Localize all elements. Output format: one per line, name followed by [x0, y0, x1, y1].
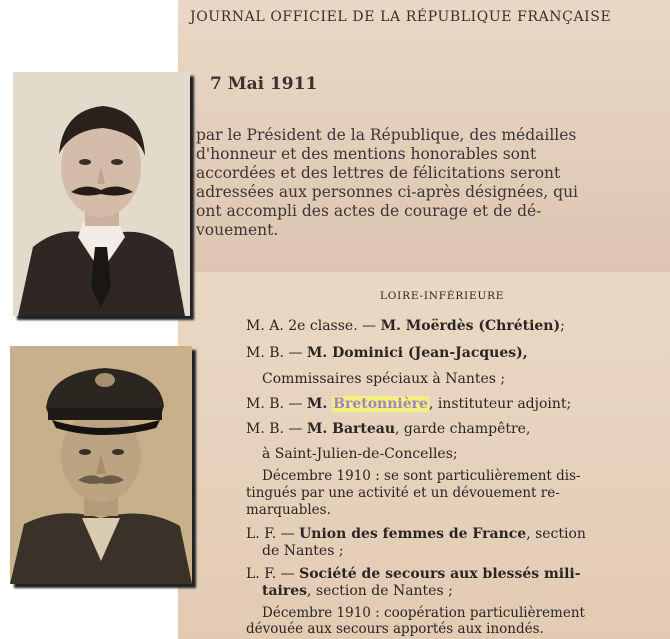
entry-prefix: L. F. —	[246, 526, 300, 542]
entry-societe-secours-line2	[262, 583, 453, 599]
intro-line: d'honneur et des mentions honorables sont	[196, 145, 537, 163]
intro-line: adressées aux personnes ci-après désignées, qui	[196, 183, 579, 201]
entry-decembre-1: Décembre 1910 : se sont particulièrement dis-	[262, 468, 581, 484]
entry-name: M. Barteau	[306, 421, 396, 437]
entry-suffix: , instituteur adjoint;	[428, 396, 572, 412]
entry-name: taires	[262, 583, 308, 599]
entry-prefix: M. B. —	[246, 421, 307, 437]
intro-line: accordées et des lettres de félicitations seront	[196, 164, 561, 182]
entry-decembre-2: tingués par une activité et un dévouement re-	[246, 485, 560, 501]
intro-line: ont accompli des actes de courage et de dé-	[196, 202, 542, 220]
entry-decembre-3: marquables.	[246, 502, 331, 518]
journal-header: JOURNAL OFFICIEL DE LA RÉPUBLIQUE FRANÇAISE	[190, 9, 612, 25]
entry-decembre-inondes-2: dévouée aux secours apportés aux inondés.	[246, 621, 544, 637]
entry-suffix: , section	[526, 526, 586, 542]
entry-prefix: M. A. 2e classe. —	[246, 318, 381, 334]
entry-name: M. Moërdès (Chrétien)	[380, 318, 561, 334]
intro-paragraph	[196, 126, 662, 240]
entry-name: M.	[306, 396, 333, 412]
intro-line: vouement.	[196, 221, 279, 239]
section-title: LOIRE-INFÉRIEURE	[380, 290, 505, 302]
entry-prefix: L. F. —	[246, 566, 300, 582]
portrait-image	[13, 72, 190, 316]
intro-line: par le Président de la République, des médailles	[196, 126, 577, 144]
entry-moerdes	[246, 318, 565, 334]
portrait-image	[10, 346, 192, 584]
entry-societe-secours	[246, 566, 581, 582]
entry-name: Union des femmes de France	[299, 526, 527, 542]
entry-prefix: M. B. —	[246, 396, 307, 412]
entry-union-femmes	[246, 526, 586, 542]
portrait-photo-mustache-man	[13, 72, 190, 316]
entry-commissaires: Commissaires spéciaux à Nantes ;	[262, 371, 506, 387]
portrait-photo-man-with-cap	[10, 346, 192, 584]
entry-name: M. Dominici (Jean-Jacques),	[306, 345, 528, 361]
entry-suffix: , section de Nantes ;	[307, 583, 453, 599]
entry-bretonniere	[246, 396, 571, 412]
entry-decembre-inondes-1: Décembre 1910 : coopération particulièrement	[262, 605, 585, 621]
publication-date: 7 Mai 1911	[210, 74, 318, 94]
entry-name: Société de secours aux blessés mili-	[299, 566, 581, 582]
entry-prefix: M. B. —	[246, 345, 307, 361]
entry-suffix: , garde champêtre,	[395, 421, 531, 437]
entry-dominici	[246, 345, 528, 361]
entry-barteau	[246, 421, 530, 437]
highlighted-name: Bretonnière	[333, 396, 428, 412]
entry-suffix: ;	[560, 318, 565, 334]
entry-location: à Saint-Julien-de-Concelles;	[262, 446, 458, 462]
entry-union-femmes-line2: de Nantes ;	[262, 543, 344, 559]
